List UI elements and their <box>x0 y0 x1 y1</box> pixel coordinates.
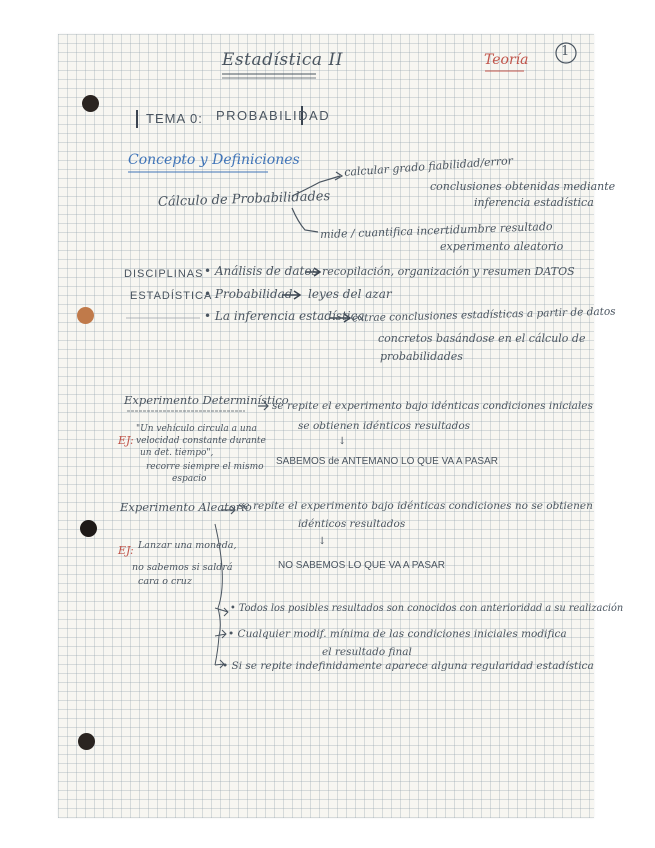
discipline-3-desc-2: concretos basándose en el cálculo de <box>378 332 586 345</box>
topic-name: PROBABILIDAD <box>216 108 331 123</box>
deterministic-arrow: ↓ <box>338 436 347 447</box>
branch2-line1: mide / cuantifica incertidumbre resultado <box>319 219 553 242</box>
discipline-3-desc: extrae conclusiones estadísticas a partir de datos <box>351 305 616 325</box>
branch2-line2: experimento aleatorio <box>440 240 564 253</box>
random-example-3: cara o cruz <box>138 576 192 587</box>
branch1-line1: calcular grado fiabilidad/error <box>343 154 514 179</box>
random-arrow: ↓ <box>318 536 327 547</box>
deterministic-example-4: recorre siempre el mismo <box>146 462 264 472</box>
branch1-line2: conclusiones obtenidas mediante <box>430 180 616 193</box>
deterministic-desc-1: se repite el experimento bajo idénticas condiciones iniciales <box>272 400 593 412</box>
random-heading: Experimento Aleatorio <box>120 500 252 514</box>
random-property-2b: el resultado final <box>322 646 412 658</box>
ale-prop-arrow-2 <box>215 630 226 638</box>
random-property-3: • Si se repite indefinidamente aparece alguna regularidad estadística <box>222 660 594 672</box>
random-example-2: no sabemos si saldrá <box>132 562 233 573</box>
deterministic-example-3: un det. tiempo", <box>140 448 214 458</box>
disciplines-label-2: ESTADÍSTICA <box>130 290 213 302</box>
calc-prob-label: Cálculo de Probabilidades <box>157 188 331 211</box>
page-number: 1 <box>561 44 570 59</box>
random-example-1: Lanzar una moneda, <box>138 540 237 551</box>
discipline-1: • Análisis de datos <box>204 264 318 278</box>
branch1-line3: inferencia estadística <box>474 196 594 209</box>
deterministic-example-2: velocidad constante durante <box>136 436 266 446</box>
deterministic-conclusion: SABEMOS de ANTEMANO LO QUE VA A PASAR <box>276 456 498 467</box>
discipline-3-desc-3: probabilidades <box>380 350 463 363</box>
branch-arrow-down <box>292 208 318 232</box>
disciplines-label-1: DISCIPLINAS <box>124 268 204 280</box>
deterministic-desc-2: se obtienen idénticos resultados <box>298 420 471 432</box>
discipline-2: • Probabilidad <box>204 287 293 301</box>
random-desc-1: se repite el experimento bajo idénticas condiciones no se obtienen <box>238 500 593 512</box>
page-tag: Teoría <box>484 52 529 68</box>
deterministic-heading: Experimento Determinístico <box>124 393 289 407</box>
ale-brace-3 <box>215 636 219 665</box>
deterministic-example-1: "Un vehículo circula a una <box>136 424 257 434</box>
ale-brace-2 <box>218 608 220 636</box>
deterministic-example-label: EJ: <box>118 434 134 447</box>
random-example-label: EJ: <box>118 544 134 557</box>
discipline-3: • La inferencia estadística <box>204 309 365 323</box>
discipline-1-desc: recopilación, organización y resumen DATOS <box>322 265 575 278</box>
topic-label: TEMA 0: <box>146 111 203 126</box>
ale-prop-arrow-1 <box>215 608 228 616</box>
random-property-2: • Cualquier modif. mínima de las condiciones iniciales modifica <box>228 628 567 640</box>
section-heading-concepts: Concepto y Definiciones <box>128 152 300 168</box>
random-property-1: • Todos los posibles resultados son conocidos con anterioridad a su realización <box>230 603 624 614</box>
discipline-2-desc: leyes del azar <box>308 287 392 301</box>
random-desc-2: idénticos resultados <box>298 518 406 530</box>
random-conclusion: NO SABEMOS LO QUE VA A PASAR <box>278 560 445 571</box>
page-title: Estadística II <box>222 50 343 70</box>
deterministic-example-5: espacio <box>172 474 207 484</box>
